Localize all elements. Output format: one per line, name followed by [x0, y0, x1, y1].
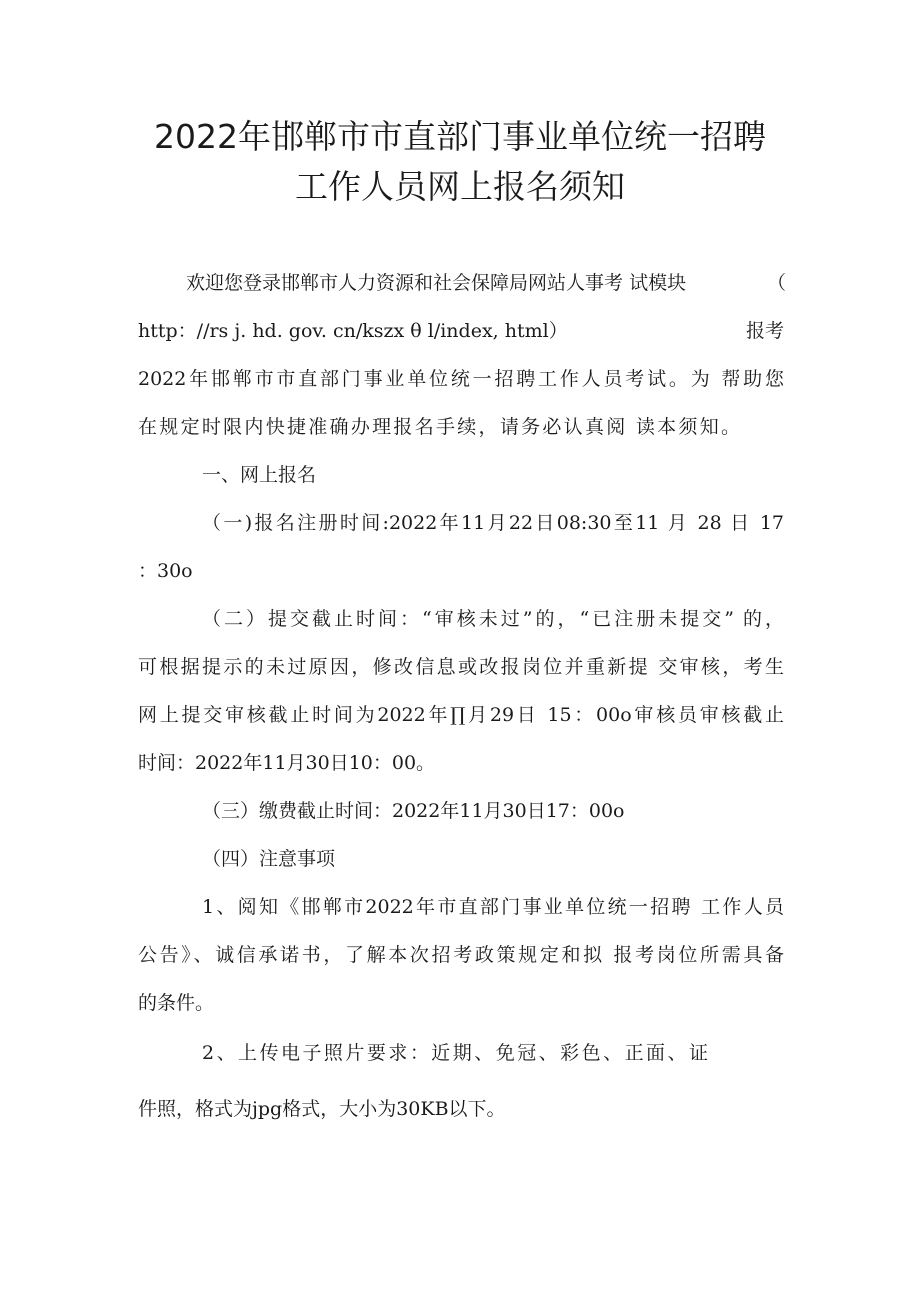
note-2-line-2: 件照，格式为jpg格式，大小为30KB以下。 [138, 1098, 506, 1120]
intro-site-name: 邯郸市人力资源和社会保障局网站人事考 [281, 272, 624, 294]
intro-text: 欢迎您登录 [186, 272, 282, 294]
item-registration-time-line-1: （一)报名注册时间:2022年11月22日08:30至11 月 28 日 17 [202, 512, 784, 534]
item-payment-deadline: （三）缴费截止时间：2022年11月30日17：00o [202, 800, 625, 822]
note-1-line-2: 公告》、诚信承诺书，了解本次招考政策规定和拟 报考岗位所需具备 [138, 944, 784, 966]
intro-line-1 [186, 268, 786, 298]
note-1-line-1: 1、阅知《邯郸市2022年市直部门事业单位统一招聘 工作人员 [202, 896, 784, 918]
item-submit-deadline-line-3: 网上提交审核截止时间为2022年∏月29日 15：00o审核员审核截止 [138, 704, 784, 726]
document-title-line-2: 工作人员网上报名须知 [295, 167, 625, 206]
intro-site-module: 试模块 [629, 272, 687, 294]
intro-line-3: 2022年邯郸市市直部门事业单位统一招聘工作人员考试。为 帮助您 [138, 368, 784, 390]
item-submit-deadline-line-2: 可根据提示的未过原因，修改信息或改报岗位并重新提 交审核，考生 [138, 656, 784, 678]
item-submit-deadline-line-4: 时间：2022年11月30日10：00。 [138, 752, 436, 774]
intro-paren: （ [766, 272, 786, 294]
intro-line-2 [138, 316, 784, 346]
intro-apply-word: 报考 [745, 320, 784, 342]
item-notes-heading: （四）注意事项 [202, 848, 336, 870]
item-registration-time-line-2: ：30o [138, 560, 193, 582]
intro-line-4: 在规定时限内快捷准确办理报名手续，请务必认真阅 读本须知。 [138, 416, 740, 438]
section-heading-online-registration: 一、网上报名 [202, 464, 317, 486]
document-title-line-1: 2022年邯郸市市直部门事业单位统一招聘 [154, 117, 766, 156]
note-2-line-1: 2、上传电子照片要求：近期、免冠、彩色、正面、证 [202, 1042, 708, 1064]
item-submit-deadline-line-1: （二）提交截止时间：“审核未过”的，“已注册未提交” 的， [202, 608, 784, 630]
intro-url: http：//rs j. hd. gov. cn/kszx θ l/index, html） [138, 320, 568, 342]
note-1-line-3: 的条件。 [138, 992, 215, 1014]
